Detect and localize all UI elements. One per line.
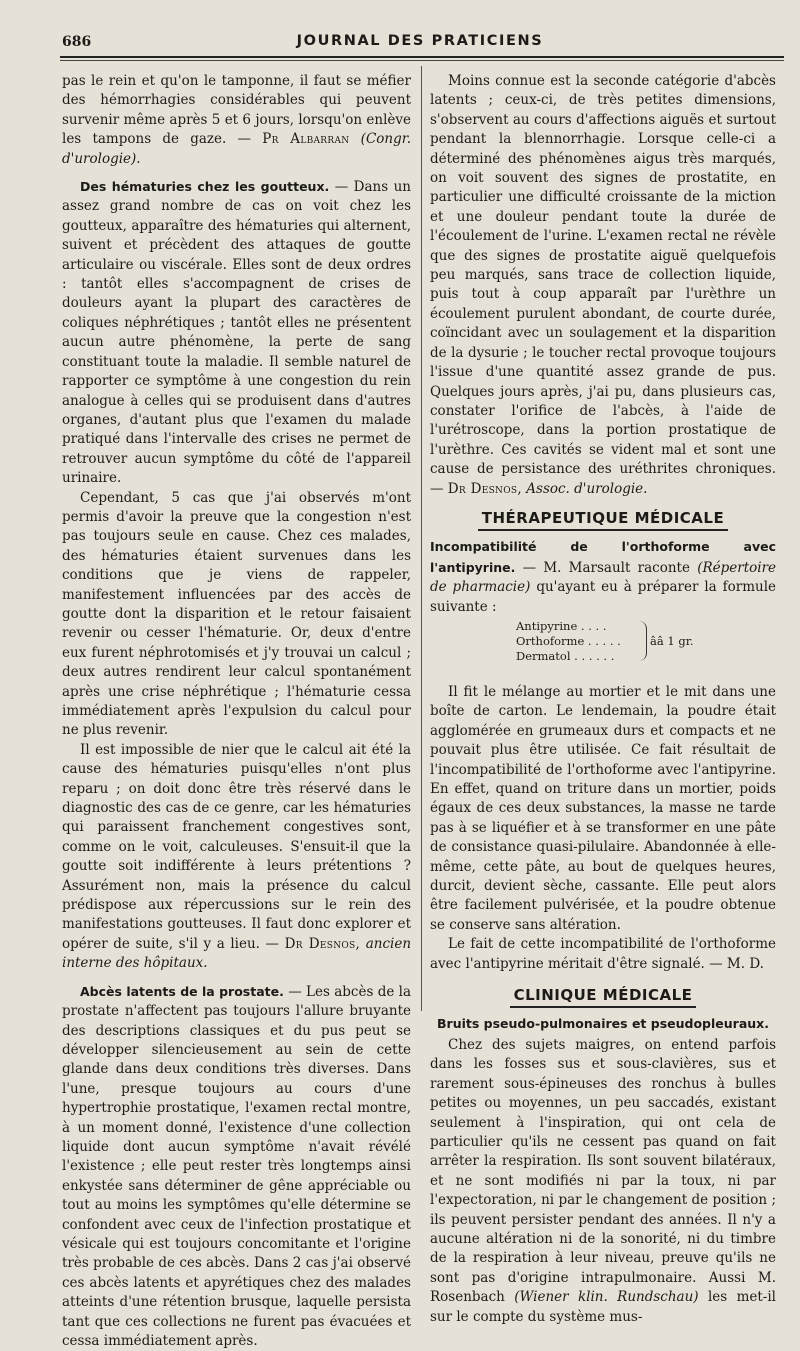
article-abces-p2 bbox=[430, 72, 776, 499]
formula-items bbox=[516, 619, 621, 664]
article-abces-p2-text: Moins connue est la seconde catégorie d'abcès latents ; ceux-ci, de très petites dimensions, s'observent au cours d'affections aiguës et surtout pendant la blennorrhagie. Lorsque celle-ci a déterminé des phénomènes aigus très marqués, on voit souvent des signes de prostatite, en particulier une difficulté croissante de la miction et une douleur pendant toute la durée de l'écoulement de l'urine. L'examen rectal ne révèle que des signes de prostatite aiguë quelquefois peu marqués, sans trace de collection liquide, puis tout à coup apparaît par l'urèthre un écoulement purulent abondant, de courte durée, coïncidant avec un soulagement et la disparition de la dysurie ; le toucher rectal provoque toujours l'issue d'une quantité assez grande de pus. Quelques jours après, j'ai pu, dans plusieurs cas, constater l'orifice de l'abcès, à l'aide de l'urétroscope, dans la portion prostatique de l'urèthre. Ces cavités se vident mal et sont une cause de persistance des uréthrites chroniques. — bbox=[430, 73, 776, 497]
article-hematuries-p3 bbox=[62, 741, 411, 974]
left-column bbox=[62, 72, 411, 1351]
prescription-formula bbox=[430, 619, 776, 679]
section-heading-therapeutique bbox=[430, 509, 776, 531]
article-hematuries-p2: Cependant, 5 cas que j'ai observés m'ont permis d'avoir la preuve que la congestion n'est pas toujours seule en cause. Chez ces malades, des hématuries étaient survenues dans les conditions que je viens de rappeler, manifestement influencées par des accès de goutte dont la disparition et le retour faisaient revenir ou cesser l'hématurie. Or, deux d'entre eux furent néphrotomisés et j'y trouvai un calcul ; deux autres rendirent leur calcul spontanément après une crise néphrétique ; l'hématurie cessa immédiatement après l'expulsion du calcul pour ne plus revenir. bbox=[62, 489, 411, 739]
intro-text: pas le rein et qu'on le tamponne, il faut se méfier des hémorrhagies considérables qui peuvent survenir même après 5 et 6 jours, lorsqu'on enlève les tampons de gaze. — bbox=[62, 73, 411, 148]
article-orthoforme-p1: Il fit le mélange au mortier et le mit dans une boîte de carton. Le lendemain, la poudre était agglomérée en grumeaux durs et compacts et ne pouvait plus être utilisée. Ce fait résultait de l'incompatibilité de l'orthoforme avec l'antipyrine. En effet, quand on triture dans un mortier, poids égaux de ces deux substances, la masse ne tarde pas à se liquéfier et à se transformer en une pâte de consistance quasi-pilulaire. Abandonnée à elle-même, cette pâte, au bout de quelques heures, durcit, devient sèche, cassante. Elle peut alors être facilement pulvérisée, et la poudre obtenue se conserve sans altération. bbox=[430, 683, 776, 933]
article-orthoforme-intro: — M. Marsault raconte bbox=[522, 559, 690, 576]
running-head: JOURNAL DES PRATICIENS bbox=[296, 33, 544, 49]
article-hematuries bbox=[62, 177, 411, 489]
article-abces-p1: — Les abcès de la prostate n'affectent pas toujours l'allure bruyante des descriptions classiques et du pus peut se développer silencieusement au sein de cette glande dans deux conditions très diverses. Dans l'une, presque toujours au cours d'une hypertrophie prostatique, l'examen rectal montre, à un moment donné, l'existence d'une collection liquide dont aucun symptôme n'avait révélé l'existence ; elle peut rester très longtemps ainsi enkystée sans déterminer de gêne appréciable ou tout au moins les symptômes qu'elle détermine se confondent avec ceux de l'infection prostatique et vésicale qui est toujours concomitante et l'origine très probable de ces abcès. Dans 2 cas j'ai observé ces abcès latents et apyrétiques chez des malades atteints d'une rétention brusque, laquelle persista tant que ces collections ne furent pas évacuées et cessa immédiatement après. bbox=[62, 983, 412, 1349]
article-orthoforme-intro2: qu'ayant eu à préparer la formule suivante : bbox=[430, 579, 777, 615]
article-title-hematuries: Des hématuries chez les goutteux. bbox=[80, 179, 330, 195]
article-orthoforme-source: (Répertoire de pharmacie) bbox=[430, 559, 777, 596]
header-rule bbox=[60, 56, 784, 58]
formula-brace bbox=[638, 621, 647, 661]
formula-item: Antipyrine . . . . bbox=[516, 618, 607, 633]
page-number: 686 bbox=[62, 34, 92, 50]
article-abces bbox=[62, 982, 411, 1351]
intro-paragraph bbox=[62, 72, 411, 169]
article-orthoforme bbox=[430, 537, 776, 617]
article-bruits-p1-end: les met-il sur le compte du système mus- bbox=[430, 1289, 776, 1325]
article-title-bruits: Bruits pseudo-pulmonaires et pseudopleuraux. bbox=[437, 1016, 769, 1032]
article-bruits-source: (Wiener klin. Rundschau) bbox=[514, 1289, 699, 1306]
right-column bbox=[430, 72, 776, 1327]
section-heading-clinique bbox=[430, 986, 776, 1008]
intro-byline-author: Pr Albarran bbox=[262, 131, 350, 148]
article-bruits-p1-text: Chez des sujets maigres, on entend parfois dans les fosses sus et sous-clavières, sus et rarement sous-épineuses des ronchus à bulles petites ou moyennes, un peu saccadés, existant seulement à l'inspiration, qui ont cela de particulier qu'ils ne cessent pas quand on fait arrêter la respiration. Ils sont souvent bilatéraux, et ne sont modifiés ni par la toux, ni par l'expectoration, ni par le changement de position ; ils peuvent persister pendant des années. Il n'y a aucune altération ni de la sonorité, ni du timbre de la respiration à leur niveau, preuve qu'ils ne sont pas d'origine intrapulmonaire. Aussi M. Rosenbach bbox=[430, 1036, 776, 1306]
article-hematuries-byline-source: ancien interne des hôpitaux. bbox=[62, 935, 412, 972]
article-abces-byline-source: Assoc. d'urologie. bbox=[526, 480, 648, 497]
article-hematuries-p3-text: Il est impossible de nier que le calcul ait été la cause des hématuries puisqu'elles n'ont plus reparu ; on doit donc être très réservé dans le diagnostic des cas de ce genre, car les hématuries qui paraissent franchement congestives sont, comme on le voit, calculeuses. S'ensuit-il que la goutte soit indifférente à leurs prétentions ? Assurément non, mais la présence du calcul prédispose aux répercussions sur le rein des manifestations goutteuses. Il faut donc explorer et opérer de suite, s'il y a lieu. — bbox=[62, 741, 411, 952]
column-divider bbox=[421, 66, 422, 1011]
formula-item: Dermatol . . . . . . bbox=[516, 648, 615, 663]
article-hematuries-p1: — Dans un assez grand nombre de cas on voit chez les goutteux, apparaître des hématuries qui alternent, suivent et précèdent des attaques de goutte articulaire ou viscérale. Elles sont de deux ordres : tantôt elles s'accompagnent de crises de douleurs ayant la plupart des caractères de coliques néphrétiques ; tantôt elles ne présentent aucun autre phénomène, la perte de sang constituant toute la maladie. Il semble naturel de rapporter ce symptôme à une congestion du rein analogue à celles qui se produisent dans d'autres organes, d'autant plus que l'examen du malade pratiqué dans l'intervalle des crises ne permet de retrouver aucun symptôme du côté de l'appareil urinaire. bbox=[62, 179, 412, 487]
article-abces-byline-author: Dr Desnos, bbox=[447, 480, 522, 497]
article-orthoforme-p2: Le fait de cette incompatibilité de l'orthoforme avec l'antipyrine méritait d'être signalé. — M. D. bbox=[430, 936, 776, 972]
article-title-orthoforme: Incompatibilité de l'orthoforme avec l'antipyrine. bbox=[430, 539, 776, 575]
intro-byline-source: (Congr. d'urologie). bbox=[62, 131, 411, 167]
article-title-abces: Abcès latents de la prostate. bbox=[80, 983, 284, 999]
header-rule-thin bbox=[60, 60, 784, 61]
article-bruits-p1 bbox=[430, 1036, 776, 1327]
formula-item: Orthoforme . . . . . bbox=[516, 633, 621, 648]
section-heading-therapeutique-text: THÉRAPEUTIQUE MÉDICALE bbox=[478, 509, 728, 531]
formula-dose: ââ 1 gr. bbox=[650, 633, 694, 648]
section-heading-clinique-text: CLINIQUE MÉDICALE bbox=[510, 986, 697, 1008]
article-hematuries-byline-author: Dr Desnos, bbox=[284, 935, 361, 952]
